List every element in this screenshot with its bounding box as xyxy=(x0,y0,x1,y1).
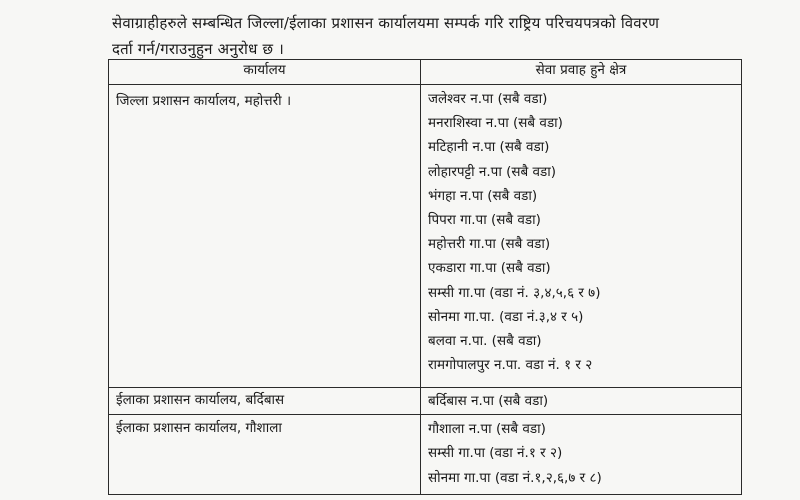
office-service-table xyxy=(108,59,742,495)
table-header-row xyxy=(109,60,742,85)
header-office: कार्यालय xyxy=(109,60,421,85)
list-item: गौशाला न.पा (सबै वडा) xyxy=(428,421,546,438)
table-row xyxy=(109,388,742,415)
list-item: भंगहा न.पा (सबै वडा) xyxy=(428,187,538,204)
list-item: मटिहानी न.पा (सबै वडा) xyxy=(428,139,550,156)
service-area-list xyxy=(421,388,742,415)
office-name: ईलाका प्रशासन कार्यालय, गौशाला xyxy=(109,415,421,495)
list-item: लोहारपट्टी न.पा (सबै वडा) xyxy=(428,163,557,180)
list-item: रामगोपालपुर न.पा. वडा नं. १ र २ xyxy=(428,357,593,374)
table-row xyxy=(109,415,742,495)
intro-paragraph xyxy=(112,10,762,62)
list-item: सम्सी गा.पा (वडा नं. ३,४,५,६ र ७) xyxy=(428,284,601,301)
header-service-area: सेवा प्रवाह हुने क्षेत्र xyxy=(421,60,742,85)
office-name: जिल्ला प्रशासन कार्यालय, महोत्तरी । xyxy=(109,85,421,388)
list-item: सोनमा गा.पा (वडा नं.१,२,६,७ र ८) xyxy=(428,469,602,486)
service-area-list xyxy=(421,85,742,388)
list-item: जलेश्वर न.पा (सबै वडा) xyxy=(428,91,548,107)
intro-line-1: सेवाग्राहीहरुले सम्बन्धित जिल्ला/ईलाका प्रशासन कार्यालयमा सम्पर्क गरि राष्ट्रिय परिचयपत्रको विवरण xyxy=(112,14,660,32)
list-item: मनराशिस्वा न.पा (सबै वडा) xyxy=(428,115,563,132)
list-item: महोत्तरी गा.पा (सबै वडा) xyxy=(428,236,551,253)
service-area-list xyxy=(421,415,742,495)
table-row xyxy=(109,85,742,388)
office-name: ईलाका प्रशासन कार्यालय, बर्दिबास xyxy=(109,388,421,415)
list-item: बर्दिबास न.पा (सबै वडा) xyxy=(428,393,549,409)
list-item: पिपरा गा.पा (सबै वडा) xyxy=(428,211,541,228)
list-item: सम्सी गा.पा (वडा नं.१ र २) xyxy=(428,445,563,462)
intro-line-2: दर्ता गर्न/गराउनुहुन अनुरोध छ । xyxy=(112,40,285,58)
list-item: एकडारा गा.पा (सबै वडा) xyxy=(428,260,551,277)
list-item: सोनमा गा.पा. (वडा नं.३,४ र ५) xyxy=(428,308,584,325)
list-item: बलवा न.पा. (सबै वडा) xyxy=(428,332,542,349)
